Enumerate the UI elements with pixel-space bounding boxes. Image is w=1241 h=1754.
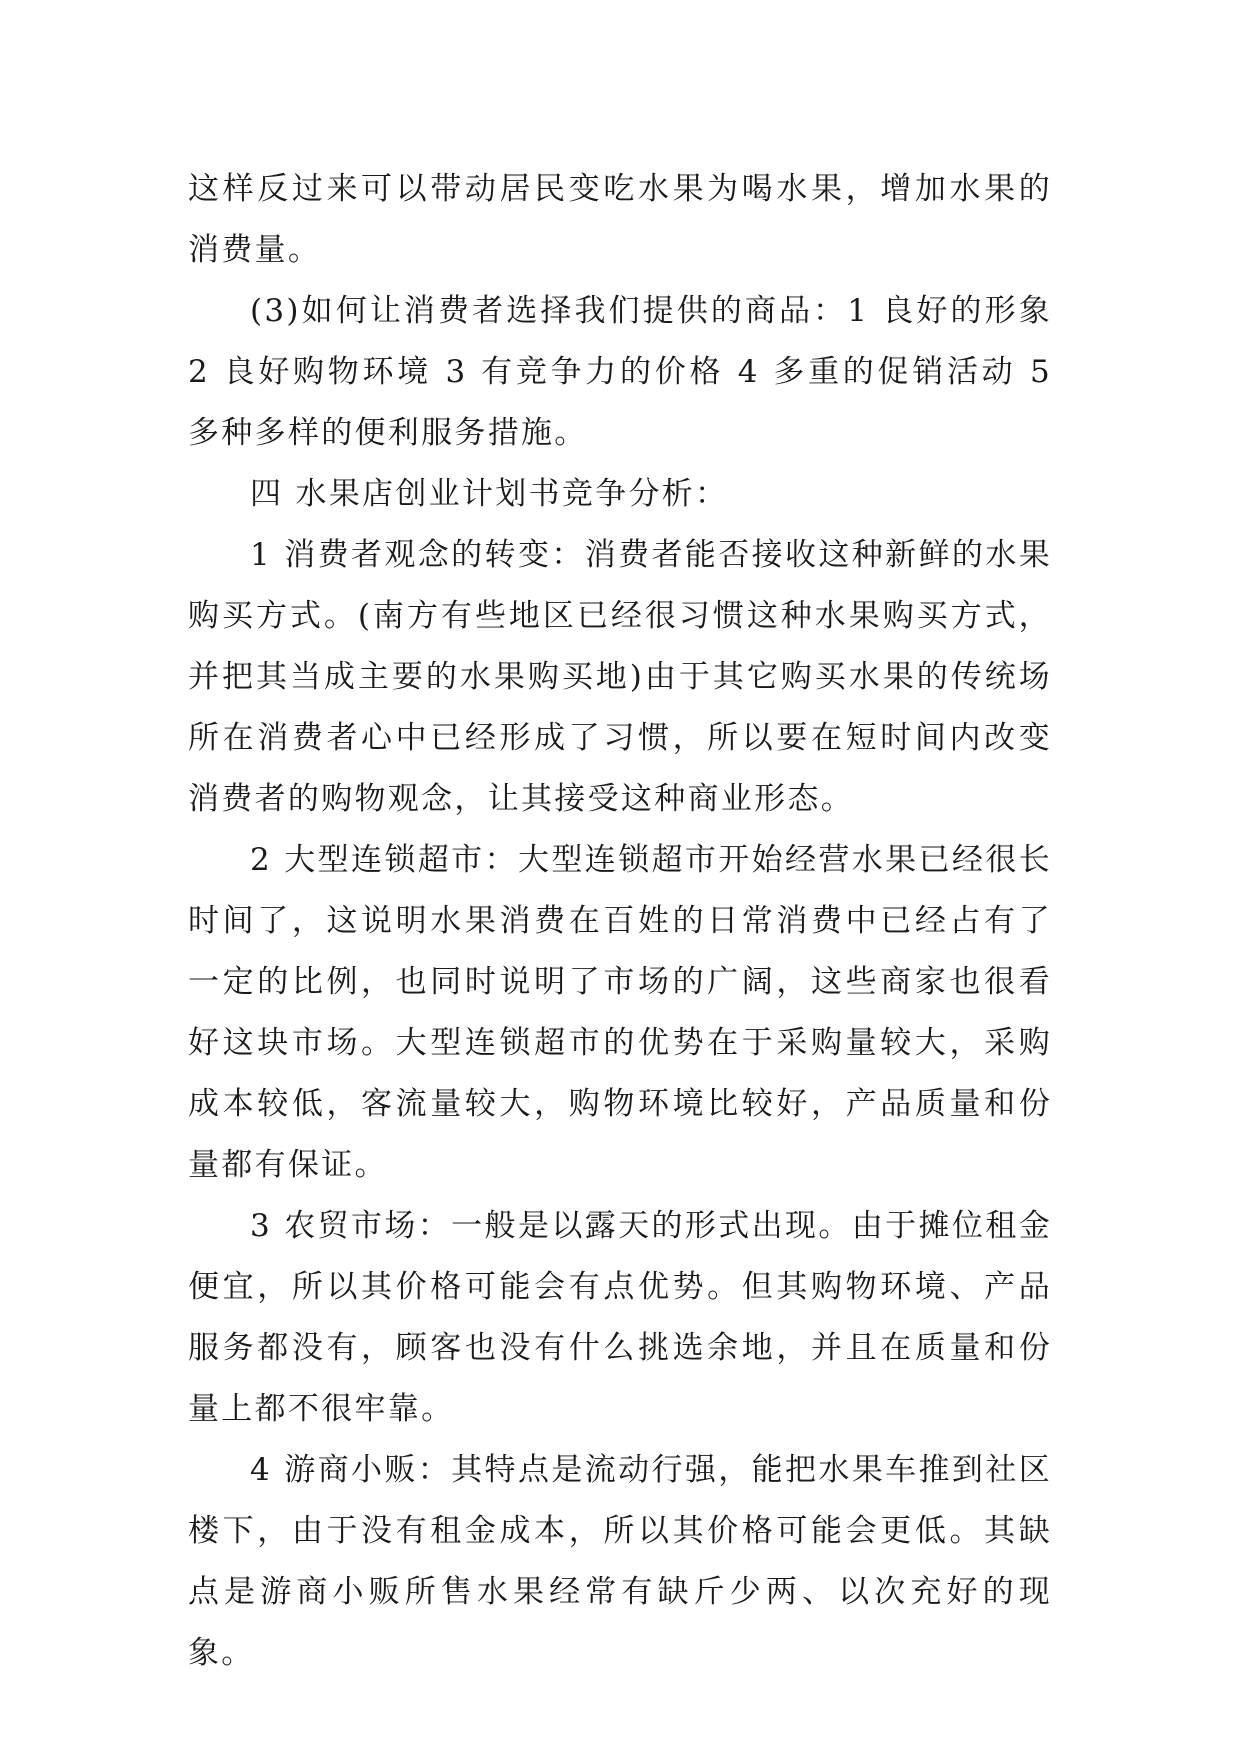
paragraph-product-choice: (3)如何让消费者选择我们提供的商品：1 良好的形象 2 良好购物环境 3 有竞争力的价格 4 多重的促销活动 5 多种多样的便利服务措施。 (188, 293, 1052, 451)
paragraph-consumer-concept: 1 消费者观念的转变：消费者能否接收这种新鲜的水果购买方式。(南方有些地区已经很习惯这种水果购买方式，并把其当成主要的水果购买地)由于其它购买水果的传统场所在消费者心中已经形成了习惯，所以要在短时间内改变消费者的购物观念，让其接受这种商业形态。 (188, 537, 1052, 817)
paragraph-street-vendors: 4 游商小贩：其特点是流动行强，能把水果车推到社区楼下，由于没有租金成本，所以其价格可能会更低。其缺点是游商小贩所售水果经常有缺斤少两、以次充好的现象。 (188, 1452, 1052, 1671)
paragraph-farmers-market: 3 农贸市场：一般是以露天的形式出现。由于摊位租金便宜，所以其价格可能会有点优势。但其购物环境、产品服务都没有，顾客也没有什么挑选余地，并且在质量和份量上都不很牢靠。 (188, 1208, 1052, 1427)
document-body (188, 159, 1052, 1684)
paragraph-continuation: 这样反过来可以带动居民变吃水果为喝水果，增加水果的消费量。 (188, 171, 1052, 268)
paragraph-supermarket: 2 大型连锁超市：大型连锁超市开始经营水果已经很长时间了，这说明水果消费在百姓的日常消费中已经占有了一定的比例，也同时说明了市场的广阔，这些商家也很看好这块市场。大型连锁超市的优势在于采购量较大，采购成本较低，客流量较大，购物环境比较好，产品质量和份量都有保证。 (188, 842, 1052, 1183)
section-heading-competition: 四 水果店创业计划书竞争分析： (250, 476, 729, 512)
